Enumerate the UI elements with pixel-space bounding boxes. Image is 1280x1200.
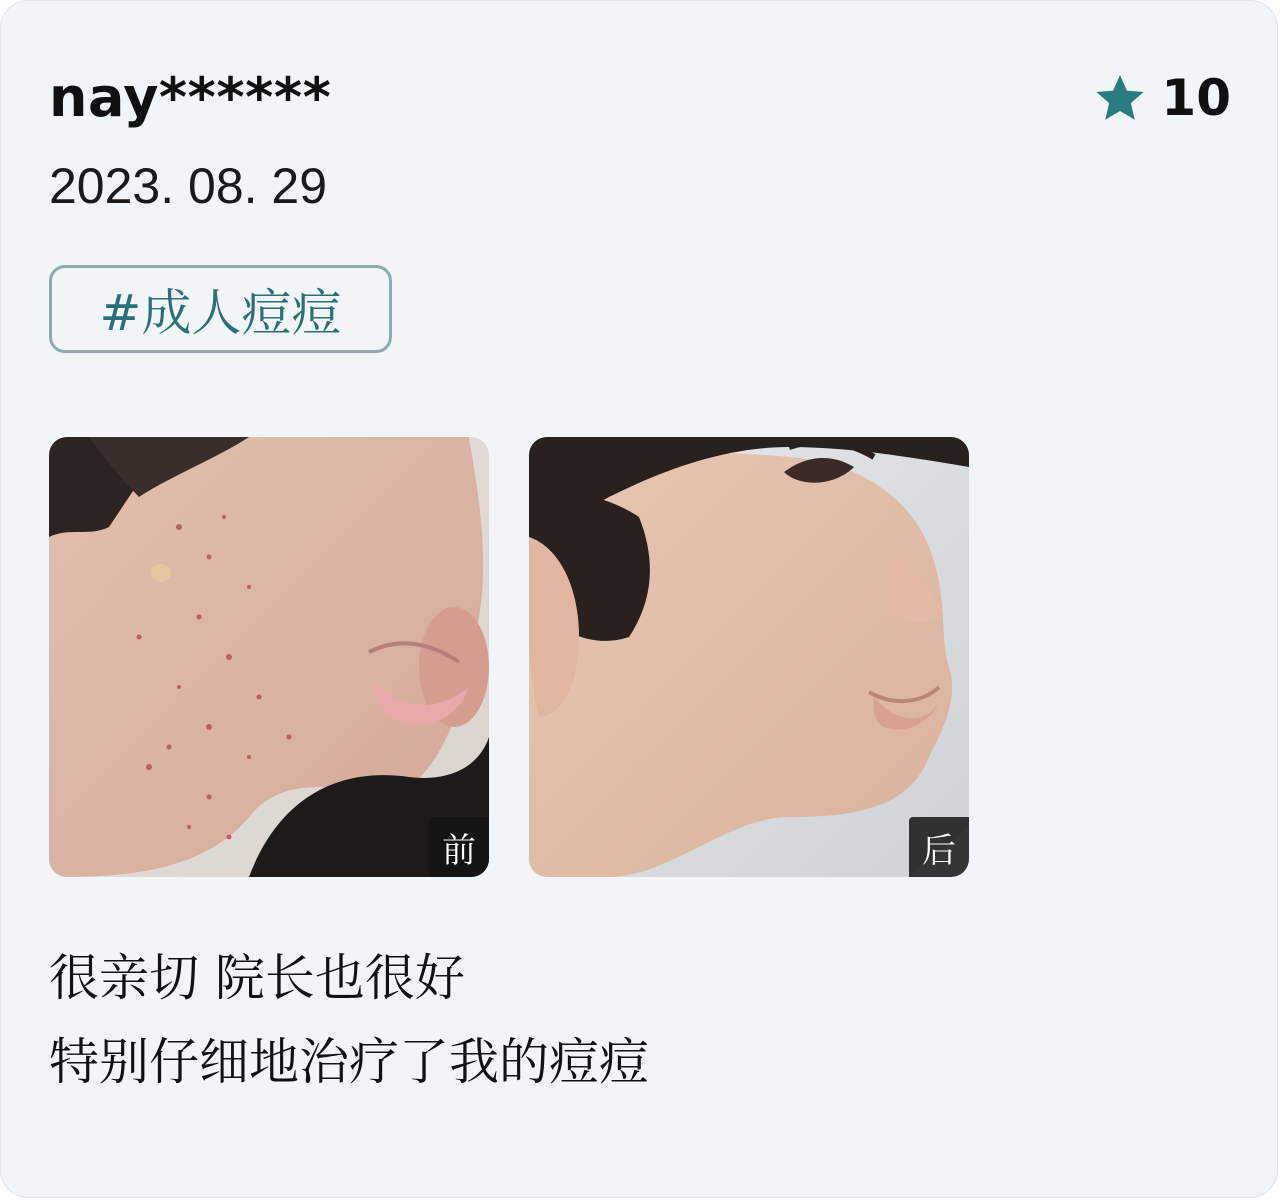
rating-value: 10 bbox=[1161, 69, 1231, 127]
review-text bbox=[49, 936, 649, 1104]
rating bbox=[1093, 63, 1231, 133]
hashtag-chip[interactable]: #成人痘痘 bbox=[49, 265, 392, 353]
review-text-line: 很亲切 院长也很好 bbox=[49, 949, 465, 1007]
before-face-image bbox=[49, 437, 489, 877]
before-photo[interactable] bbox=[49, 437, 489, 877]
before-label: 前 bbox=[429, 817, 489, 877]
after-photo[interactable] bbox=[529, 437, 969, 877]
after-face-image bbox=[529, 437, 969, 877]
review-text-line: 特别仔细地治疗了我的痘痘 bbox=[49, 1033, 649, 1091]
review-date: 2023. 08. 29 bbox=[49, 158, 328, 214]
reviewer-username: nay****** bbox=[49, 66, 332, 129]
star-icon bbox=[1093, 71, 1147, 125]
after-label: 后 bbox=[909, 817, 969, 877]
